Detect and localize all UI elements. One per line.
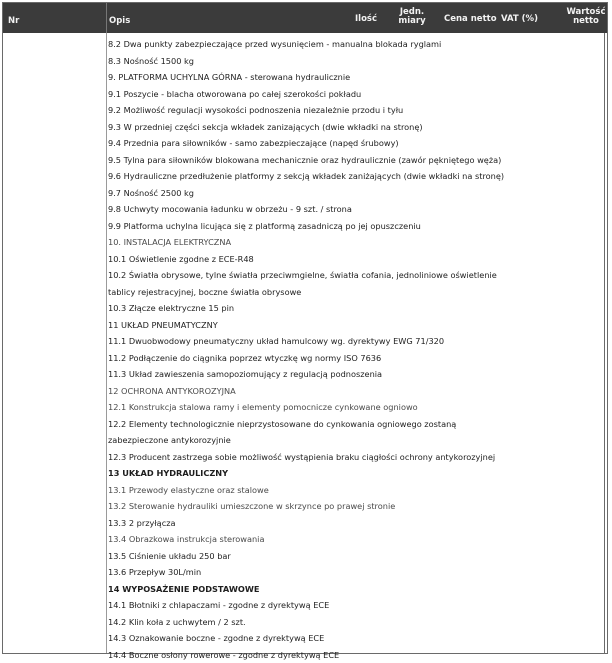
table-row: 9.9 Platforma uchylna licująca się z platformą zasadniczą po jej opuszczeniu [108, 218, 603, 235]
header-cena-netto: Cena netto [444, 15, 497, 24]
table-row: 11 UKŁAD PNEUMATYCZNY [108, 317, 603, 334]
table-row: 10. INSTALACJA ELEKTRYCZNA [108, 234, 603, 251]
table-row: 14 WYPOSAŻENIE PODSTAWOWE [108, 581, 603, 598]
table-row: 9. PLATFORMA UCHYLNA GÓRNA - sterowana hydraulicznie [108, 69, 603, 86]
table-row: 9.6 Hydrauliczne przedłużenie platformy z sekcją wkładek zaniżających (dwie wkładki na stronę) [108, 168, 603, 185]
table-row: 13.5 Ciśnienie układu 250 bar [108, 548, 603, 565]
table-row: 13 UKŁAD HYDRAULICZNY [108, 465, 603, 482]
table-row: zabezpieczone antykorozyjnie [108, 432, 603, 449]
table-row: 14.3 Oznakowanie boczne - zgodne z dyrektywą ECE [108, 630, 603, 647]
column-divider-right [604, 33, 605, 653]
table-row: 9.8 Uchwyty mocowania ładunku w obrzeżu - 9 szt. / strona [108, 201, 603, 218]
table-row: 13.4 Obrazkowa instrukcja sterowania [108, 531, 603, 548]
table-row: 9.1 Poszycie - blacha otworowana po całej szerokości pokładu [108, 86, 603, 103]
table-row: 14.1 Błotniki z chlapaczami - zgodne z dyrektywą ECE [108, 597, 603, 614]
table-row: 14.2 Klin koła z uchwytem / 2 szt. [108, 614, 603, 631]
table-row: 12 OCHRONA ANTYKOROZYJNA [108, 383, 603, 400]
header-wartosc-line1: Wartość [566, 7, 605, 17]
table-row: 9.4 Przednia para siłowników - samo zabezpieczające (napęd śrubowy) [108, 135, 603, 152]
table-row: 9.5 Tylna para siłowników blokowana mechanicznie oraz hydraulicznie (zawór pękniętego węża) [108, 152, 603, 169]
table-row: 9.2 Możliwość regulacji wysokości podnoszenia niezależnie przodu i tyłu [108, 102, 603, 119]
table-row: 12.3 Producent zastrzega sobie możliwość wystąpienia braku ciągłości ochrony antykorozyjnej [108, 449, 603, 466]
header-wartosc-line2: netto [573, 16, 599, 26]
table-row: 14.4 Boczne osłony rowerowe - zgodne z dyrektywą ECE [108, 647, 603, 663]
column-divider-nr [106, 33, 107, 653]
table-row: 11.3 Układ zawieszenia samopoziomujący z regulacją podnoszenia [108, 366, 603, 383]
header-ilosc: Ilość [355, 15, 377, 24]
header-nr: Nr [8, 17, 19, 26]
header-jedn-line1: Jedn. [400, 7, 424, 17]
table-row: 10.1 Oświetlenie zgodne z ECE-R48 [108, 251, 603, 268]
table-header [3, 3, 607, 33]
description-rows [108, 36, 603, 663]
header-divider [106, 3, 107, 33]
table-row: 8.3 Nośność 1500 kg [108, 53, 603, 70]
table-row: 13.6 Przepływ 30L/min [108, 564, 603, 581]
header-opis: Opis [109, 17, 130, 26]
table-row: 10.2 Światła obrysowe, tylne światła przeciwmgielne, światła cofania, jednoliniowe oświetlenie [108, 267, 603, 284]
table-row: 13.3 2 przyłącza [108, 515, 603, 532]
header-jedn-line2: miary [398, 16, 425, 26]
table-row: 11.2 Podłączenie do ciągnika poprzez wtyczkę wg normy ISO 7636 [108, 350, 603, 367]
table-row: 13.2 Sterowanie hydrauliki umieszczone w skrzynce po prawej stronie [108, 498, 603, 515]
table-row: 9.7 Nośność 2500 kg [108, 185, 603, 202]
table-row: tablicy rejestracyjnej, boczne światła obrysowe [108, 284, 603, 301]
table-row: 10.3 Złącze elektryczne 15 pin [108, 300, 603, 317]
document-frame [2, 2, 608, 654]
table-row: 12.2 Elementy technologicznie nieprzystosowane do cynkowania ogniowego zostaną [108, 416, 603, 433]
header-wartosc-netto [566, 8, 606, 26]
table-row: 12.1 Konstrukcja stalowa ramy i elementy pomocnicze cynkowane ogniowo [108, 399, 603, 416]
table-row: 11.1 Dwuobwodowy pneumatyczny układ hamulcowy wg. dyrektywy EWG 71/320 [108, 333, 603, 350]
table-row: 13.1 Przewody elastyczne oraz stalowe [108, 482, 603, 499]
table-row: 8.2 Dwa punkty zabezpieczające przed wysunięciem - manualna blokada ryglami [108, 36, 603, 53]
header-jedn-miary [395, 8, 429, 26]
header-vat: VAT (%) [501, 15, 538, 24]
table-row: 9.3 W przedniej części sekcja wkładek zanizających (dwie wkładki na stronę) [108, 119, 603, 136]
